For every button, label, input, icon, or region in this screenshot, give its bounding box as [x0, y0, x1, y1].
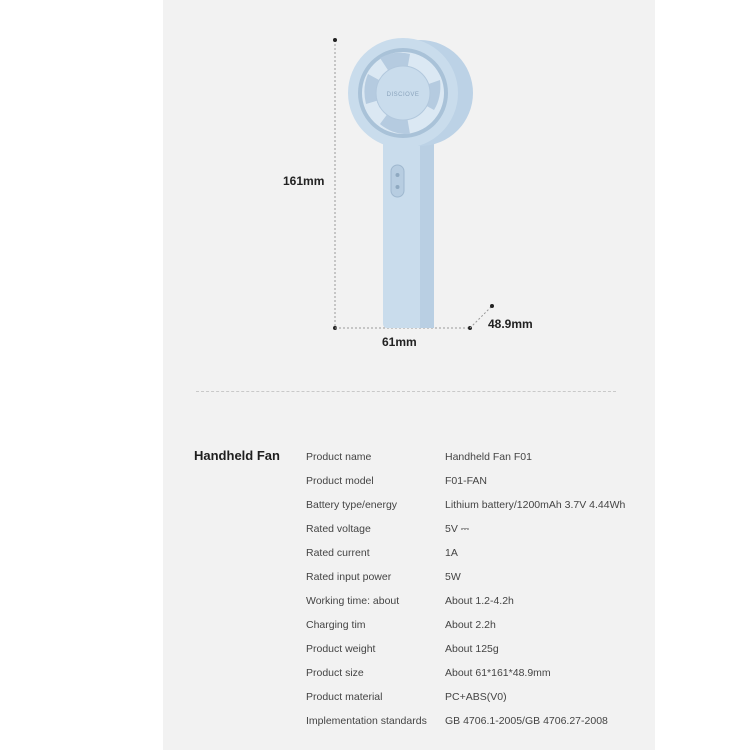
spec-row [306, 451, 646, 469]
spec-row [306, 595, 646, 613]
spec-label: Rated input power [306, 571, 392, 583]
spec-value: 5V ⎓ [445, 523, 470, 535]
spec-row [306, 523, 646, 541]
section-divider [196, 391, 616, 392]
width-label: 61mm [382, 335, 417, 349]
spec-label: Working time: about [306, 595, 400, 607]
spec-row [306, 667, 646, 685]
spec-label: Product name [306, 451, 372, 463]
height-dimension-top-dot [333, 38, 337, 42]
spec-value: About 125g [445, 643, 499, 655]
fan-power-button [391, 165, 404, 197]
spec-row [306, 715, 646, 733]
spec-value: Lithium battery/1200mAh 3.7V 4.44Wh [445, 499, 626, 511]
spec-row [306, 691, 646, 709]
brand-logo: DISCIOVE [386, 92, 420, 98]
spec-row [306, 475, 646, 493]
spec-value: 1A [445, 547, 458, 559]
spec-row [306, 499, 646, 517]
spec-row [306, 619, 646, 637]
spec-label: Rated current [306, 547, 370, 559]
spec-value: About 61*161*48.9mm [445, 667, 551, 679]
height-label: 161mm [283, 174, 325, 188]
spec-row [306, 571, 646, 589]
spec-value: GB 4706.1-2005/GB 4706.27-2008 [445, 715, 608, 727]
spec-value: About 1.2-4.2h [445, 595, 514, 607]
spec-label: Product model [306, 475, 374, 487]
spec-label: Implementation standards [306, 715, 427, 727]
spec-value: F01-FAN [445, 475, 488, 487]
spec-label: Product weight [306, 643, 376, 655]
spec-label: Charging tim [306, 619, 366, 631]
spec-section-title: Handheld Fan [194, 448, 280, 463]
spec-label: Battery type/energy [306, 499, 398, 511]
spec-value: 5W [445, 571, 461, 583]
depth-dimension-dot [490, 304, 494, 308]
depth-label: 48.9mm [488, 317, 533, 331]
spec-value: PC+ABS(V0) [445, 691, 507, 703]
spec-label: Product material [306, 691, 383, 703]
spec-row [306, 643, 646, 661]
spec-value: Handheld Fan F01 [445, 451, 532, 463]
fan-handle-shade [420, 132, 434, 328]
spec-row [306, 547, 646, 565]
spec-label: Rated voltage [306, 523, 371, 535]
spec-label: Product size [306, 667, 364, 679]
spec-value: About 2.2h [445, 619, 496, 631]
